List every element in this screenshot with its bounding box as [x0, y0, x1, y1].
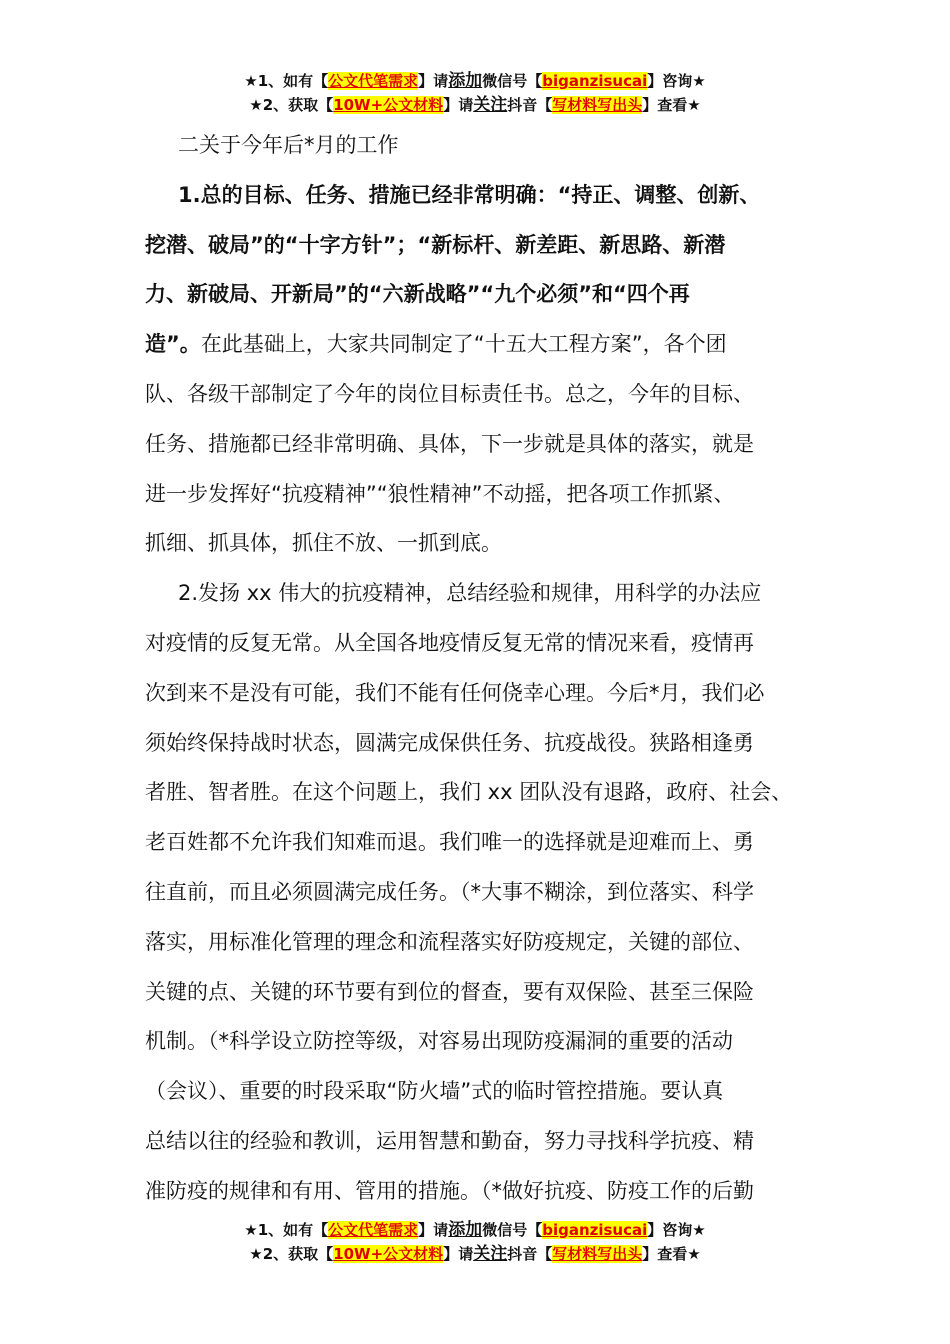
body-text: 对疫情的反复无常。从全国各地疫情反复无常的情况来看，疫情再	[145, 631, 754, 655]
bold-text: 挖潜、破局”的“十字方针”；“新标杆、新差距、新思路、新潜	[145, 232, 726, 257]
body-text: 须始终保持战时状态，圆满完成保供任务、抗疫战役。狭路相逢勇	[145, 730, 754, 755]
paragraph-line	[145, 629, 754, 657]
banner-underline: 关注	[473, 95, 508, 115]
header-banner-line-2	[0, 93, 950, 117]
body-text: 二关于今年后*月的工作	[178, 133, 399, 157]
body-text: 机制。（*科学设立防控等级，对容易出现防疫漏洞的重要的活动	[145, 1029, 733, 1054]
body-text: 落实，用标准化管理的理念和流程落实好防疫规定，关键的部位、	[145, 929, 754, 954]
body-text: 2.发扬 xx 伟大的抗疫精神，总结经验和规律，用科学的办法应	[178, 581, 762, 606]
body-text: 在此基础上，大家共同制定了“十五大工程方案”，各个团	[200, 332, 727, 357]
paragraph-line	[145, 330, 727, 358]
paragraph-line	[145, 679, 765, 707]
bold-text: 造”。	[145, 332, 201, 357]
paragraph-line	[145, 978, 754, 1006]
banner-text: 】请	[443, 1245, 474, 1263]
body-text: 关键的点、关键的环节要有到位的督查，要有双保险、甚至三保险	[145, 979, 754, 1004]
banner-text: 微信号【	[482, 1221, 543, 1239]
body-text: 往直前，而且必须圆满完成任务。（*大事不糊涂，到位落实、科学	[145, 880, 754, 904]
paragraph-line	[145, 280, 690, 308]
banner-text: 】查看★	[642, 1245, 701, 1263]
paragraph-line	[145, 430, 754, 458]
bold-text: 1.总的目标、任务、措施已经非常明确：“持正、调整、创新、	[178, 182, 761, 207]
paragraph-line	[145, 928, 754, 956]
body-text: 者胜、智者胜。在这个问题上，我们 xx 团队没有退路，政府、社会、	[145, 780, 793, 805]
bold-text: 力、新破局、开新局”的“六新战略”“九个必须”和“四个再	[145, 282, 690, 307]
banner-underline: 添加	[448, 71, 483, 91]
paragraph-line	[145, 878, 754, 906]
banner-underline: 添加	[448, 1220, 483, 1240]
banner-highlight: biganzisucai	[542, 1221, 648, 1239]
banner-text: 】咨询★	[647, 72, 706, 90]
paragraph-line	[145, 1027, 733, 1055]
banner-text: 】咨询★	[647, 1221, 706, 1239]
banner-text: ★2、获取【	[249, 1245, 334, 1263]
banner-highlight: 写材料写出头	[552, 96, 643, 114]
body-text: 准防疫的规律和有用、管用的措施。（*做好抗疫、防疫工作的后勤	[145, 1178, 754, 1203]
banner-text: 微信号【	[482, 72, 543, 90]
paragraph-line	[178, 579, 761, 607]
paragraph-line	[178, 181, 760, 209]
body-text: 队、各级干部制定了今年的岗位目标责任书。总之，今年的目标、	[145, 382, 754, 406]
banner-highlight: 10W+公文材料	[333, 1245, 444, 1263]
banner-underline: 关注	[473, 1244, 508, 1264]
banner-text: 】请	[418, 1221, 449, 1239]
paragraph-line	[145, 1127, 754, 1155]
banner-text: 】请	[443, 96, 474, 114]
banner-highlight: biganzisucai	[542, 72, 648, 90]
banner-text: ★1、如有【	[244, 72, 329, 90]
paragraph-line	[145, 778, 792, 806]
banner-text: 】请	[418, 72, 449, 90]
banner-text: ★1、如有【	[244, 1221, 329, 1239]
paragraph-line	[178, 131, 399, 159]
footer-banner-line-1	[0, 1218, 950, 1242]
paragraph-line	[145, 231, 725, 259]
body-text: （会议）、重要的时段采取“防火墙”式的临时管控措施。要认真	[145, 1079, 724, 1104]
banner-text: ★2、获取【	[249, 96, 334, 114]
paragraph-line	[145, 529, 502, 557]
paragraph-line	[145, 1177, 754, 1205]
banner-highlight: 公文代笔需求	[328, 1221, 419, 1239]
banner-highlight: 10W+公文材料	[333, 96, 444, 114]
paragraph-line	[145, 1077, 723, 1105]
body-text: 次到来不是没有可能，我们不能有任何侥幸心理。今后*月，我们必	[145, 680, 765, 705]
body-text: 老百姓都不允许我们知难而退。我们唯一的选择就是迎难而上、勇	[145, 830, 754, 855]
body-text: 进一步发挥好“抗疫精神”“狼性精神”不动摇，把各项工作抓紧、	[145, 481, 735, 506]
banner-highlight: 写材料写出头	[552, 1245, 643, 1263]
paragraph-line	[145, 380, 754, 408]
footer-banner-line-2	[0, 1242, 950, 1266]
paragraph-line	[145, 729, 754, 757]
banner-text: 抖音【	[507, 1245, 553, 1263]
body-text: 任务、措施都已经非常明确、具体，下一步就是具体的落实，就是	[145, 431, 754, 456]
body-text: 抓细、抓具体，抓住不放、一抓到底。	[145, 531, 502, 556]
body-text: 总结以往的经验和教训，运用智慧和勤奋，努力寻找科学抗疫、精	[145, 1129, 754, 1153]
banner-text: 】查看★	[642, 96, 701, 114]
paragraph-line	[145, 480, 735, 508]
banner-highlight: 公文代笔需求	[328, 72, 419, 90]
banner-text: 抖音【	[507, 96, 553, 114]
header-banner-line-1	[0, 69, 950, 93]
paragraph-line	[145, 828, 754, 856]
